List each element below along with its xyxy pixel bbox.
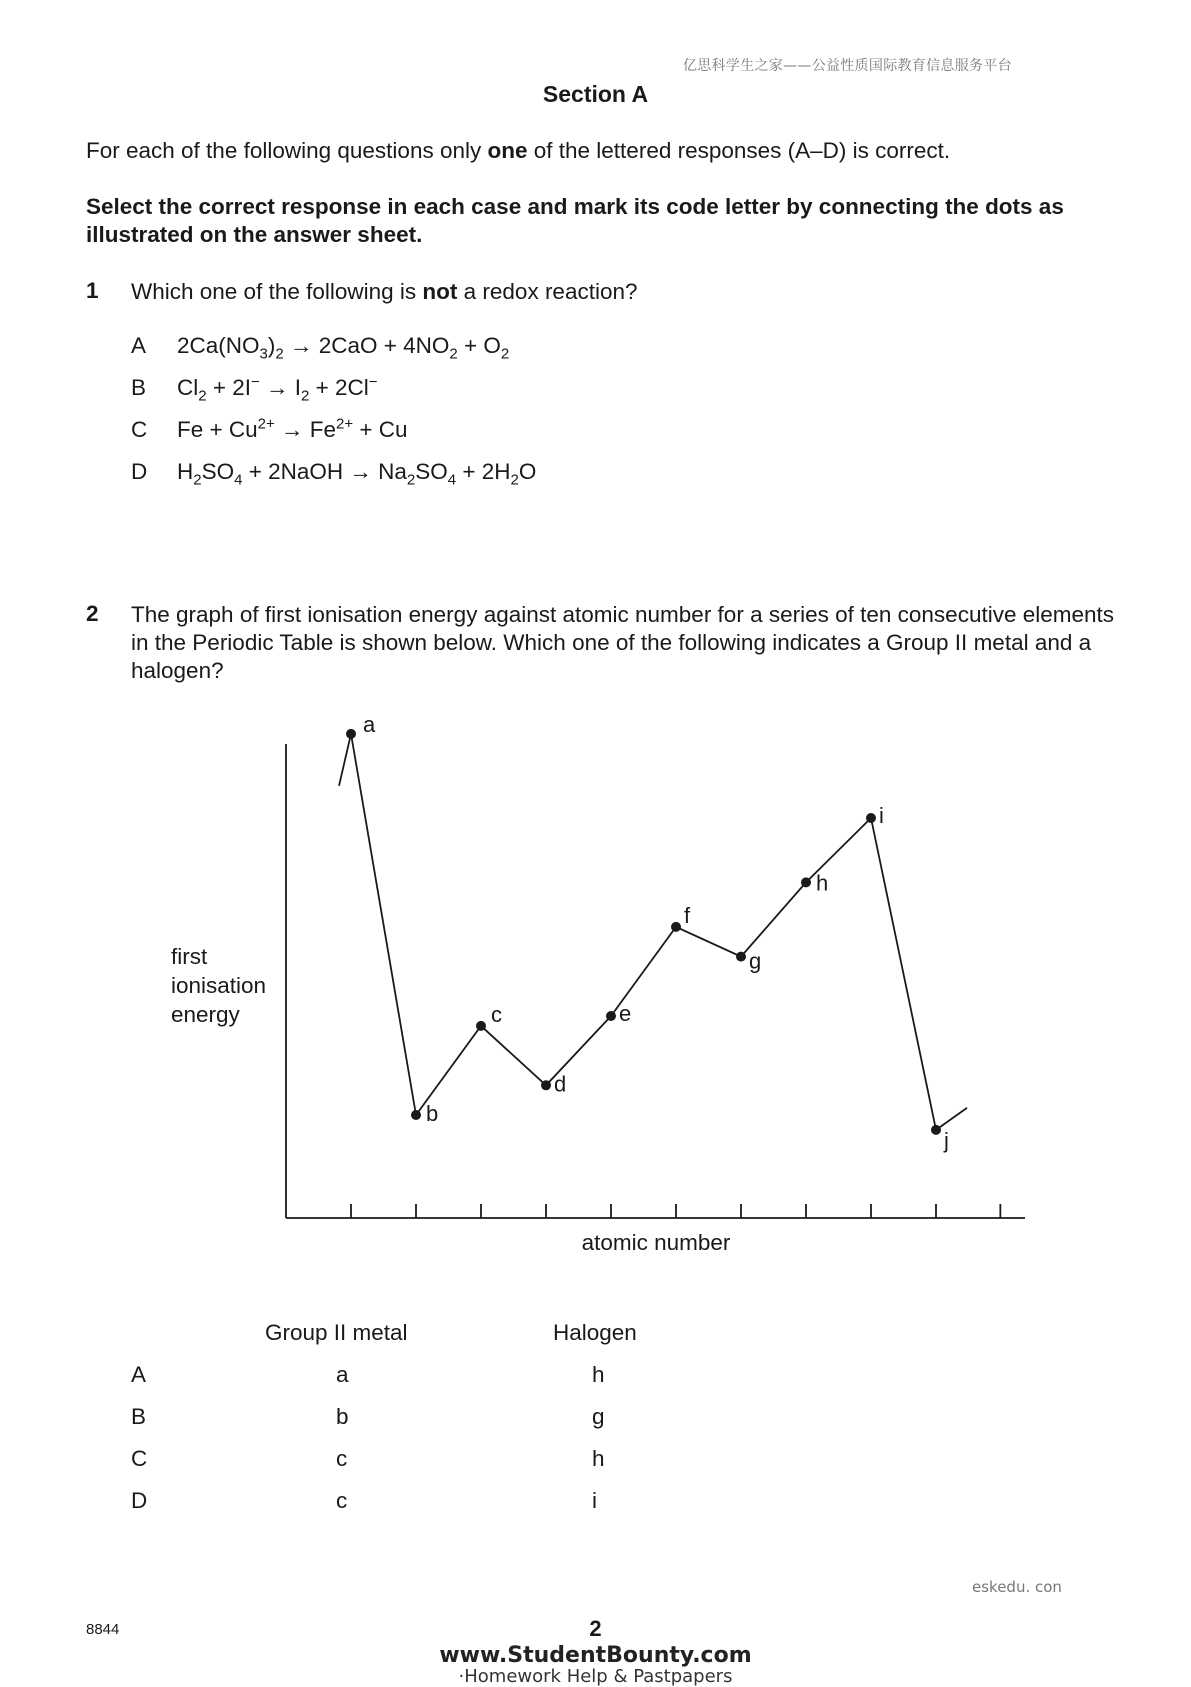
- option-letter: A: [131, 1362, 147, 1387]
- data-point-b: [411, 1110, 421, 1120]
- data-point-c: [476, 1021, 486, 1031]
- question-1-text: Which one of the following is not a redox reaction?: [131, 279, 638, 304]
- y-axis-label: first: [171, 944, 208, 969]
- page-number: 2: [589, 1616, 602, 1641]
- data-label-e: e: [619, 1001, 632, 1026]
- data-point-a: [346, 729, 356, 739]
- table-header-halogen: Halogen: [553, 1320, 637, 1345]
- option-letter: D: [131, 1488, 148, 1513]
- y-axis-label: ionisation: [171, 973, 267, 998]
- data-point-f: [671, 922, 681, 932]
- option-letter: C: [131, 417, 148, 442]
- data-point-g: [736, 952, 746, 962]
- intro-text: For each of the following questions only one of the lettered responses (A–D) is correct.: [86, 138, 951, 163]
- data-label-a: a: [363, 711, 376, 737]
- data-label-j: j: [944, 1127, 949, 1153]
- data-point-e: [606, 1011, 616, 1021]
- series-line: [351, 734, 936, 1130]
- group-ii-metal-cell: c: [336, 1488, 348, 1513]
- data-label-f: f: [684, 902, 691, 928]
- data-point-h: [801, 877, 811, 887]
- watermark-header: 亿思科学生之家——公益性质国际教育信息服务平台: [683, 58, 1012, 74]
- section-title: Section A: [542, 81, 649, 107]
- data-label-i: i: [879, 803, 884, 828]
- question-2-text: The graph of first ionisation energy against atomic number for a series of ten consecutive elements in the Periodic Table is shown below. Which one of the following indicates a Group II metal and a halogen?: [131, 602, 1115, 683]
- series-lead-out: [936, 1108, 967, 1130]
- y-axis-label: energy: [171, 1002, 240, 1027]
- group-ii-metal-cell: c: [336, 1446, 348, 1471]
- paper-code: 8844: [86, 1621, 120, 1638]
- watermark-footer: eskedu. con: [972, 1578, 1062, 1596]
- option-letter: C: [131, 1446, 148, 1471]
- series-lead-in: [339, 734, 351, 786]
- question-1-number: 1: [86, 278, 99, 303]
- data-label-c: c: [491, 1001, 502, 1027]
- x-axis-label: atomic number: [581, 1230, 731, 1255]
- halogen-cell: i: [592, 1488, 597, 1513]
- data-point-d: [541, 1080, 551, 1090]
- option-equation: $2Ca(NO_3)_2 \to 2CaO + 4NO_2 + O_2$: [177, 333, 510, 363]
- studentbounty-logo-line1: www.StudentBounty.com: [439, 1643, 752, 1668]
- data-label-g: g: [749, 948, 762, 974]
- option-letter: B: [131, 1404, 147, 1429]
- halogen-cell: h: [592, 1446, 605, 1471]
- option-equation: $H_2SO_4$ + 2NaOH → $Na_2SO_4 + 2H_2O$: [177, 459, 537, 489]
- group-ii-metal-cell: a: [336, 1362, 349, 1387]
- halogen-cell: h: [592, 1362, 605, 1387]
- option-equation: $Cl_2 + 2I^- \to I_2 + 2Cl^-$: [177, 373, 378, 405]
- halogen-cell: g: [592, 1404, 605, 1429]
- question-2-number: 2: [86, 601, 99, 626]
- table-header-group-ii-metal: Group II metal: [265, 1320, 408, 1345]
- data-label-b: b: [426, 1101, 439, 1126]
- data-point-j: [931, 1125, 941, 1135]
- data-point-i: [866, 813, 876, 823]
- data-label-h: h: [816, 870, 829, 896]
- option-equation: $Fe + Cu^{2+} \to Fe^{2+} + Cu$: [177, 415, 408, 442]
- option-letter: B: [131, 375, 147, 400]
- group-ii-metal-cell: b: [336, 1404, 349, 1429]
- option-letter: D: [131, 459, 148, 484]
- data-label-d: d: [554, 1071, 567, 1097]
- studentbounty-logo-line2: ·Homework Help & Pastpapers: [458, 1666, 733, 1687]
- instruction-text: Select the correct response in each case and mark its code letter by connecting the dots as illustrated on the answer sheet.: [86, 194, 1064, 247]
- option-letter: A: [131, 333, 147, 358]
